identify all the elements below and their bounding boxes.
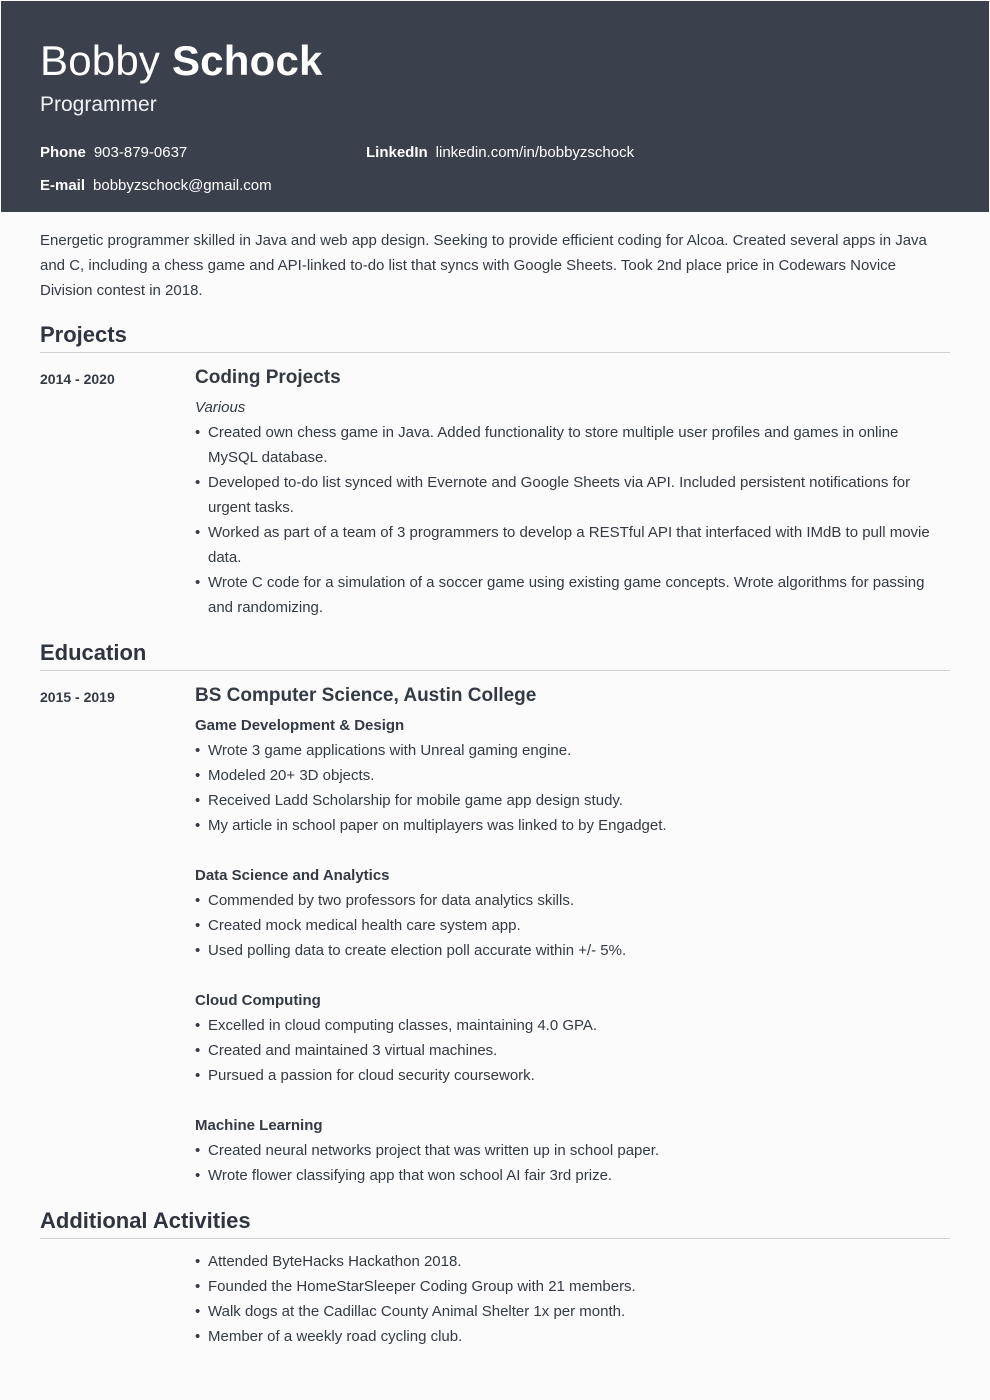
- list-item: • Wrote C code for a simulation of a soccer game using existing game concepts. Wrote algorithms for passing and randomizing.: [195, 570, 950, 620]
- education-group: [195, 713, 950, 838]
- group-bullet-list: [195, 1013, 950, 1088]
- group-bullet-list: [195, 1138, 950, 1188]
- resume-header: [1, 1, 989, 212]
- list-item: • Wrote 3 game applications with Unreal gaming engine.: [195, 738, 950, 763]
- phone-value[interactable]: 903-879-0637: [93, 144, 188, 161]
- group-title: Data Science and Analytics: [195, 867, 390, 884]
- group-title: Game Development & Design: [195, 717, 405, 734]
- education-date: 2015 - 2019: [40, 689, 115, 705]
- list-item: • Excelled in cloud computing classes, maintaining 4.0 GPA.: [195, 1013, 950, 1038]
- education-group: [195, 863, 950, 963]
- candidate-name: [40, 37, 323, 85]
- phone-label: Phone: [40, 144, 86, 161]
- contact-phone: [40, 144, 187, 162]
- list-item: • Received Ladd Scholarship for mobile game app design study.: [195, 788, 950, 813]
- job-title: Programmer: [40, 93, 157, 116]
- list-item: • Member of a weekly road cycling club.: [195, 1324, 950, 1349]
- list-item: • Worked as part of a team of 3 programmers to develop a RESTful API that interfaced with IMdB to pull movie data.: [195, 520, 950, 570]
- activities-divider: [40, 1238, 950, 1239]
- linkedin-link[interactable]: linkedin.com/in/bobbyzschock: [435, 144, 635, 161]
- education-entry: [195, 684, 950, 1188]
- linkedin-label: LinkedIn: [366, 144, 428, 161]
- activities-entry: [195, 1249, 950, 1349]
- education-group: [195, 1113, 950, 1188]
- list-item: • Created own chess game in Java. Added functionality to store multiple user profiles and games in online MySQL database.: [195, 420, 950, 470]
- list-item: • Walk dogs at the Cadillac County Animal Shelter 1x per month.: [195, 1299, 950, 1324]
- education-heading: Education: [40, 640, 147, 665]
- group-bullet-list: [195, 738, 950, 838]
- list-item: • Founded the HomeStarSleeper Coding Group with 21 members.: [195, 1274, 950, 1299]
- projects-date: 2014 - 2020: [40, 371, 115, 387]
- group-title: Cloud Computing: [195, 992, 321, 1009]
- list-item: • Created mock medical health care system app.: [195, 913, 950, 938]
- email-label: E-mail: [40, 177, 86, 194]
- list-item: • Attended ByteHacks Hackathon 2018.: [195, 1249, 950, 1274]
- projects-bullet-list: [195, 420, 950, 620]
- projects-entry-title: Coding Projects: [195, 367, 341, 388]
- contact-email: [40, 177, 272, 195]
- education-divider: [40, 670, 950, 671]
- list-item: • Commended by two professors for data analytics skills.: [195, 888, 950, 913]
- last-name: Schock: [171, 37, 323, 84]
- list-item: • Created and maintained 3 virtual machines.: [195, 1038, 950, 1063]
- education-groups: [195, 713, 950, 1188]
- list-item: • Developed to-do list synced with Evernote and Google Sheets via API. Included persistent notifications for urgent tasks.: [195, 470, 950, 520]
- contact-linkedin: [366, 144, 634, 162]
- education-entry-title: BS Computer Science, Austin College: [195, 685, 537, 706]
- education-group: [195, 988, 950, 1088]
- group-bullet-list: [195, 888, 950, 963]
- activities-bullet-list: [195, 1249, 950, 1349]
- projects-entry-subtitle: Various: [195, 399, 246, 416]
- group-title: Machine Learning: [195, 1117, 323, 1134]
- summary: Energetic programmer skilled in Java and web app design. Seeking to provide efficient coding for Alcoa. Created several apps in Java and C, including a chess game and API-linked to-do list that syncs with Google Sheets. Took 2nd place price in Codewars Novice Division contest in 2018.: [40, 232, 927, 299]
- projects-entry: [195, 366, 950, 620]
- list-item: • Pursued a passion for cloud security coursework.: [195, 1063, 950, 1088]
- list-item: • Used polling data to create election poll accurate within +/- 5%.: [195, 938, 950, 963]
- projects-divider: [40, 352, 950, 353]
- list-item: • My article in school paper on multiplayers was linked to by Engadget.: [195, 813, 950, 838]
- list-item: • Modeled 20+ 3D objects.: [195, 763, 950, 788]
- first-name: Bobby: [40, 37, 161, 84]
- list-item: • Wrote flower classifying app that won school AI fair 3rd prize.: [195, 1163, 950, 1188]
- projects-heading: Projects: [40, 322, 127, 347]
- activities-heading: Additional Activities: [40, 1208, 251, 1233]
- email-link[interactable]: bobbyzschock@gmail.com: [93, 177, 272, 194]
- list-item: • Created neural networks project that was written up in school paper.: [195, 1138, 950, 1163]
